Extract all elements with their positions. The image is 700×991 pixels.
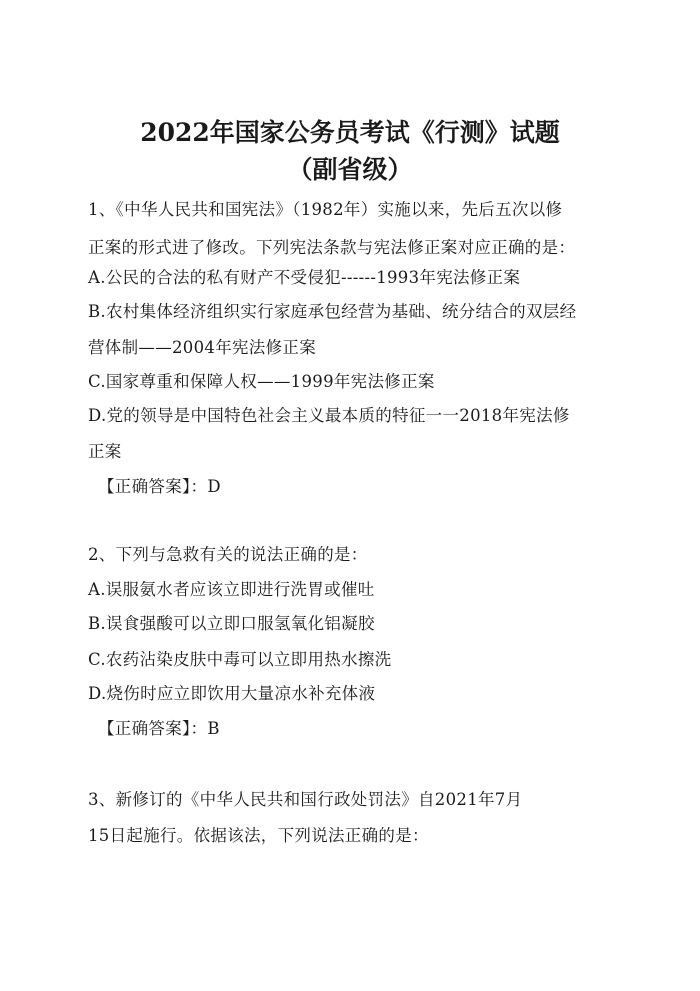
question-2-option-c: C.农药沾染皮肤中毒可以立即用热水擦洗 (88, 650, 392, 669)
question-2-answer: 【正确答案】：B (98, 719, 220, 738)
question-1-option-d: D.党的领导是中国特色社会主义最本质的特征一一2018年宪法修 (88, 406, 570, 425)
question-1-stem-line-1: 1、《中华人民共和国宪法》（1982年）实施以来，先后五次以修 (88, 200, 563, 219)
question-1-option-a: A.公民的合法的私有财产不受侵犯------1993年宪法修正案 (88, 268, 521, 287)
question-1-option-b: B.农村集体经济组织实行家庭承包经营为基础、统分结合的双层经 (88, 302, 577, 321)
question-1-option-c: C.国家尊重和保障人权——1999年宪法修正案 (88, 372, 435, 391)
question-3-stem-line-2: 15日起施行。依据该法，下列说法正确的是： (88, 826, 429, 845)
document-subtitle: （副省级） (287, 155, 413, 184)
question-2-option-b: B.误食强酸可以立即口服氢氧化铝凝胶 (88, 614, 375, 633)
question-1-answer: 【正确答案】：D (98, 477, 221, 496)
question-1-stem-line-2: 正案的形式进了修改。下列宪法条款与宪法修正案对应正确的是： (88, 238, 576, 257)
question-2-option-a: A.误服氨水者应该立即进行洗胃或催吐 (88, 580, 375, 599)
question-1-option-b-cont: 营体制——2004年宪法修正案 (88, 338, 316, 357)
document-title: 2022年国家公务员考试《行测》试题 (140, 118, 560, 147)
question-1-option-d-cont: 正案 (88, 442, 122, 461)
question-3-stem-line-1: 3、新修订的《中华人民共和国行政处罚法》自2021年7月 (88, 790, 523, 809)
question-2-stem: 2、下列与急救有关的说法正确的是： (88, 545, 368, 564)
question-2-option-d: D.烧伤时应立即饮用大量凉水补充体液 (88, 684, 376, 703)
